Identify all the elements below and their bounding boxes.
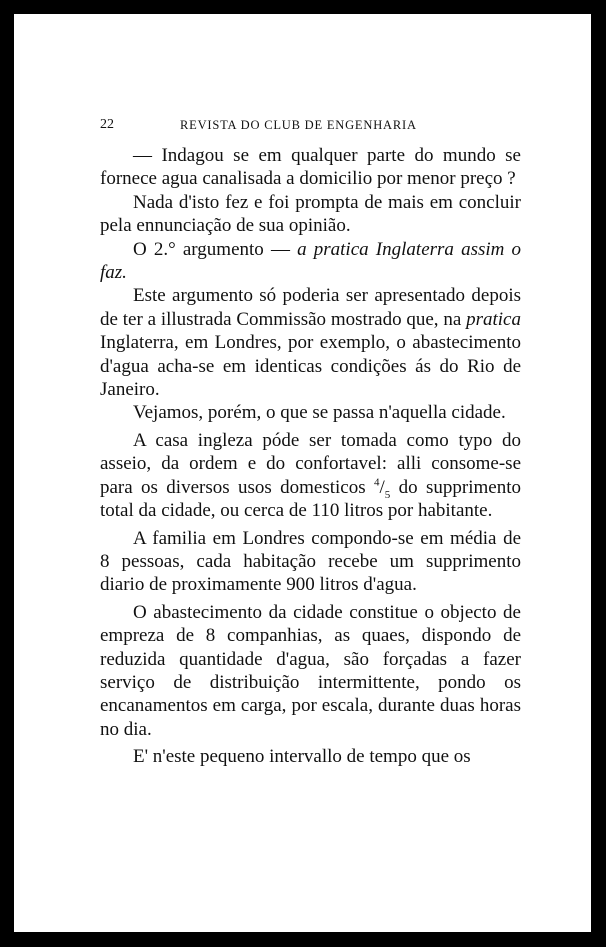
fraction-denominator: 5 xyxy=(384,488,391,501)
paragraph-3-italic: a pratica Inglaterra assim o faz. xyxy=(100,238,522,284)
paragraph-9: E' n'este pequeno intervallo de tempo que os xyxy=(133,746,471,768)
paragraph-4-italic: pratica xyxy=(466,308,521,330)
running-title: REVISTA DO CLUB DE ENGENHARIA xyxy=(180,118,417,132)
paragraph-3 xyxy=(100,238,521,285)
paragraph-6: A casa ingleza póde ser tomada como typo do asseio, da ordem e do confortavel: alli consome-se para os diversos usos domesticos $^4/_5$ do supprimento total da cidade, ou cerca de 110 litros por habitante. xyxy=(100,429,521,522)
page-number: 22 xyxy=(100,117,114,132)
paragraph-8: O abastecimento da cidade constitue o objecto de empreza de 8 companhias, as quaes, dispondo de reduzida quantidade d'agua, são forçadas a fazer serviço de distribuição intermittente, pondo os encanamentos em carga, por escala, durante duas horas no dia. xyxy=(100,601,521,740)
fraction-numerator: 4 xyxy=(374,476,380,489)
paragraph-4 xyxy=(100,284,521,401)
paragraph-6-b: do supprimento total da cidade, ou cerca de 110 litros por habitante. xyxy=(100,476,521,522)
paragraph-4-b: Inglaterra, em Londres, por exemplo, o abastecimento d'agua acha-se em identicas condições ás do Rio de Janeiro. xyxy=(100,332,521,401)
paragraph-2: Nada d'isto fez e foi prompta de mais em concluir pela ennunciação de sua opinião. xyxy=(100,191,521,237)
paragraph-1: — Indagou se em qualquer parte do mundo se fornece agua canalisada a domicilio por menor preço ? xyxy=(100,145,521,190)
body-text xyxy=(100,144,521,769)
paragraph-7: A familia em Londres compondo-se em média de 8 pessoas, cada habitação recebe um supprimento diario de proximamente 900 litros d'agua. xyxy=(100,527,521,596)
paragraph-6-a: A casa ingleza póde ser tomada como typo do asseio, da ordem e do confortavel: alli consome-se para os diversos usos domesticos xyxy=(100,429,521,498)
paragraph-5: Vejamos, porém, o que se passa n'aquella cidade. xyxy=(133,402,506,424)
paragraph-3-lead: O 2.° argumento — xyxy=(133,238,298,260)
page-header xyxy=(100,117,520,137)
paragraph-4-a: Este argumento só poderia ser apresentado depois de ter a illustrada Commissão mostrado que, na xyxy=(100,285,521,330)
document-page xyxy=(14,14,591,932)
